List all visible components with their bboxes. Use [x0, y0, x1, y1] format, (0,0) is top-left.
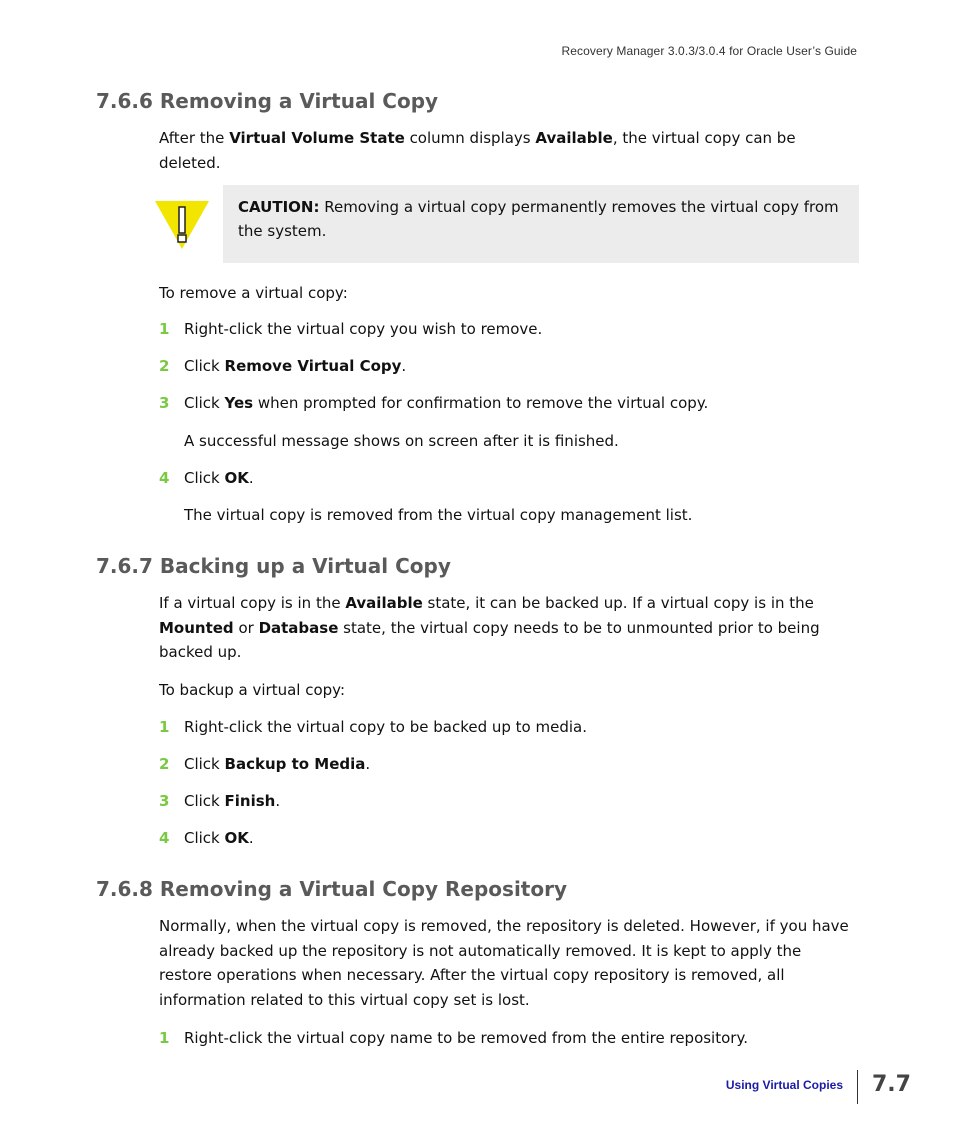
text-run: Click [184, 829, 225, 847]
step-number: 2 [159, 357, 170, 375]
page-number: 7.7 [872, 1072, 911, 1097]
bold-term: Finish [224, 792, 276, 810]
text-run: Right-click the virtual copy name to be removed from the entire repository. [184, 1029, 748, 1047]
step-number: 1 [159, 1029, 170, 1047]
heading-7-6-7: 7.6.7 Backing up a Virtual Copy [96, 554, 451, 578]
text-run: . [275, 792, 281, 810]
step-number: 3 [159, 792, 170, 810]
text-run: . [401, 357, 407, 375]
step-text [184, 791, 280, 811]
step-text [184, 1028, 748, 1048]
bold-term: Yes [224, 394, 254, 412]
text-run: Click [184, 357, 225, 375]
step-number: 1 [159, 320, 170, 338]
bold-term: Available [535, 129, 613, 147]
caution-body: Removing a virtual copy permanently removes the virtual copy from the system. [238, 198, 839, 240]
step-text [184, 828, 254, 848]
text-run: column displays [404, 129, 536, 147]
step3-note: A successful message shows on screen after it is finished. [184, 432, 619, 450]
heading-7-6-8: 7.6.8 Removing a Virtual Copy Repository [96, 877, 567, 901]
text-run: Right-click the virtual copy to be backed up to media. [184, 718, 587, 736]
text-run: If a virtual copy is in the [159, 594, 346, 612]
footer-divider [857, 1070, 858, 1104]
step-text [184, 754, 370, 774]
step4-note: The virtual copy is removed from the virtual copy management list. [184, 506, 693, 524]
text-run: Click [184, 469, 225, 487]
text-run: After the [159, 129, 230, 147]
warning-triangle-icon [155, 199, 209, 251]
text-run: Click [184, 755, 225, 773]
text-run: . [248, 829, 254, 847]
bold-term: Mounted [159, 618, 234, 637]
lead-7-6-6: To remove a virtual copy: [159, 284, 348, 302]
caution-text [238, 195, 843, 243]
caution-label: CAUTION: [238, 198, 320, 216]
step-number: 4 [159, 829, 170, 847]
bold-term: OK [224, 469, 249, 487]
text-run: Right-click the virtual copy you wish to remove. [184, 320, 543, 338]
bold-term: Database [258, 618, 339, 637]
text-run: . [365, 755, 371, 773]
step-number: 2 [159, 755, 170, 773]
step-number: 1 [159, 718, 170, 736]
text-run: Click [184, 394, 225, 412]
step-number: 3 [159, 394, 170, 412]
text-run: state, the virtual copy needs to be to unmounted prior to being backed up. [159, 618, 820, 662]
text-run: . [248, 469, 254, 487]
bold-term: OK [224, 829, 249, 847]
text-run: or [233, 618, 259, 637]
bold-term: Virtual Volume State [229, 129, 405, 147]
step-text [184, 717, 587, 737]
step-number: 4 [159, 469, 170, 487]
lead-7-6-7: To backup a virtual copy: [159, 681, 346, 699]
bold-term: Remove Virtual Copy [224, 357, 402, 375]
heading-7-6-6: 7.6.6 Removing a Virtual Copy [96, 89, 439, 113]
step-text [184, 356, 406, 376]
step-text [184, 393, 708, 413]
intro-7-6-6 [159, 126, 859, 175]
caution-box [223, 185, 859, 263]
footer-section-link[interactable]: Using Virtual Copies [725, 1078, 843, 1092]
step-text [184, 468, 254, 488]
text-run: state, it can be backed up. If a virtual copy is in the [422, 594, 814, 612]
text-run: , the virtual copy can be deleted. [159, 129, 796, 172]
bold-term: Available [345, 594, 423, 612]
text-run: Click [184, 792, 225, 810]
body-7-6-8: Normally, when the virtual copy is removed, the repository is deleted. However, if you have already backed up the repository is not automatically removed. It is kept to apply the restore operations when necessary. After the virtual copy repository is removed, all information related to this virtual copy set is lost. [159, 917, 849, 1009]
bold-term: Backup to Media [224, 755, 366, 773]
step-text [184, 319, 542, 339]
intro-7-6-7 [159, 591, 829, 665]
running-header: Recovery Manager 3.0.3/3.0.4 for Oracle User’s Guide [561, 44, 857, 58]
text-run: when prompted for confirmation to remove the virtual copy. [253, 394, 709, 412]
